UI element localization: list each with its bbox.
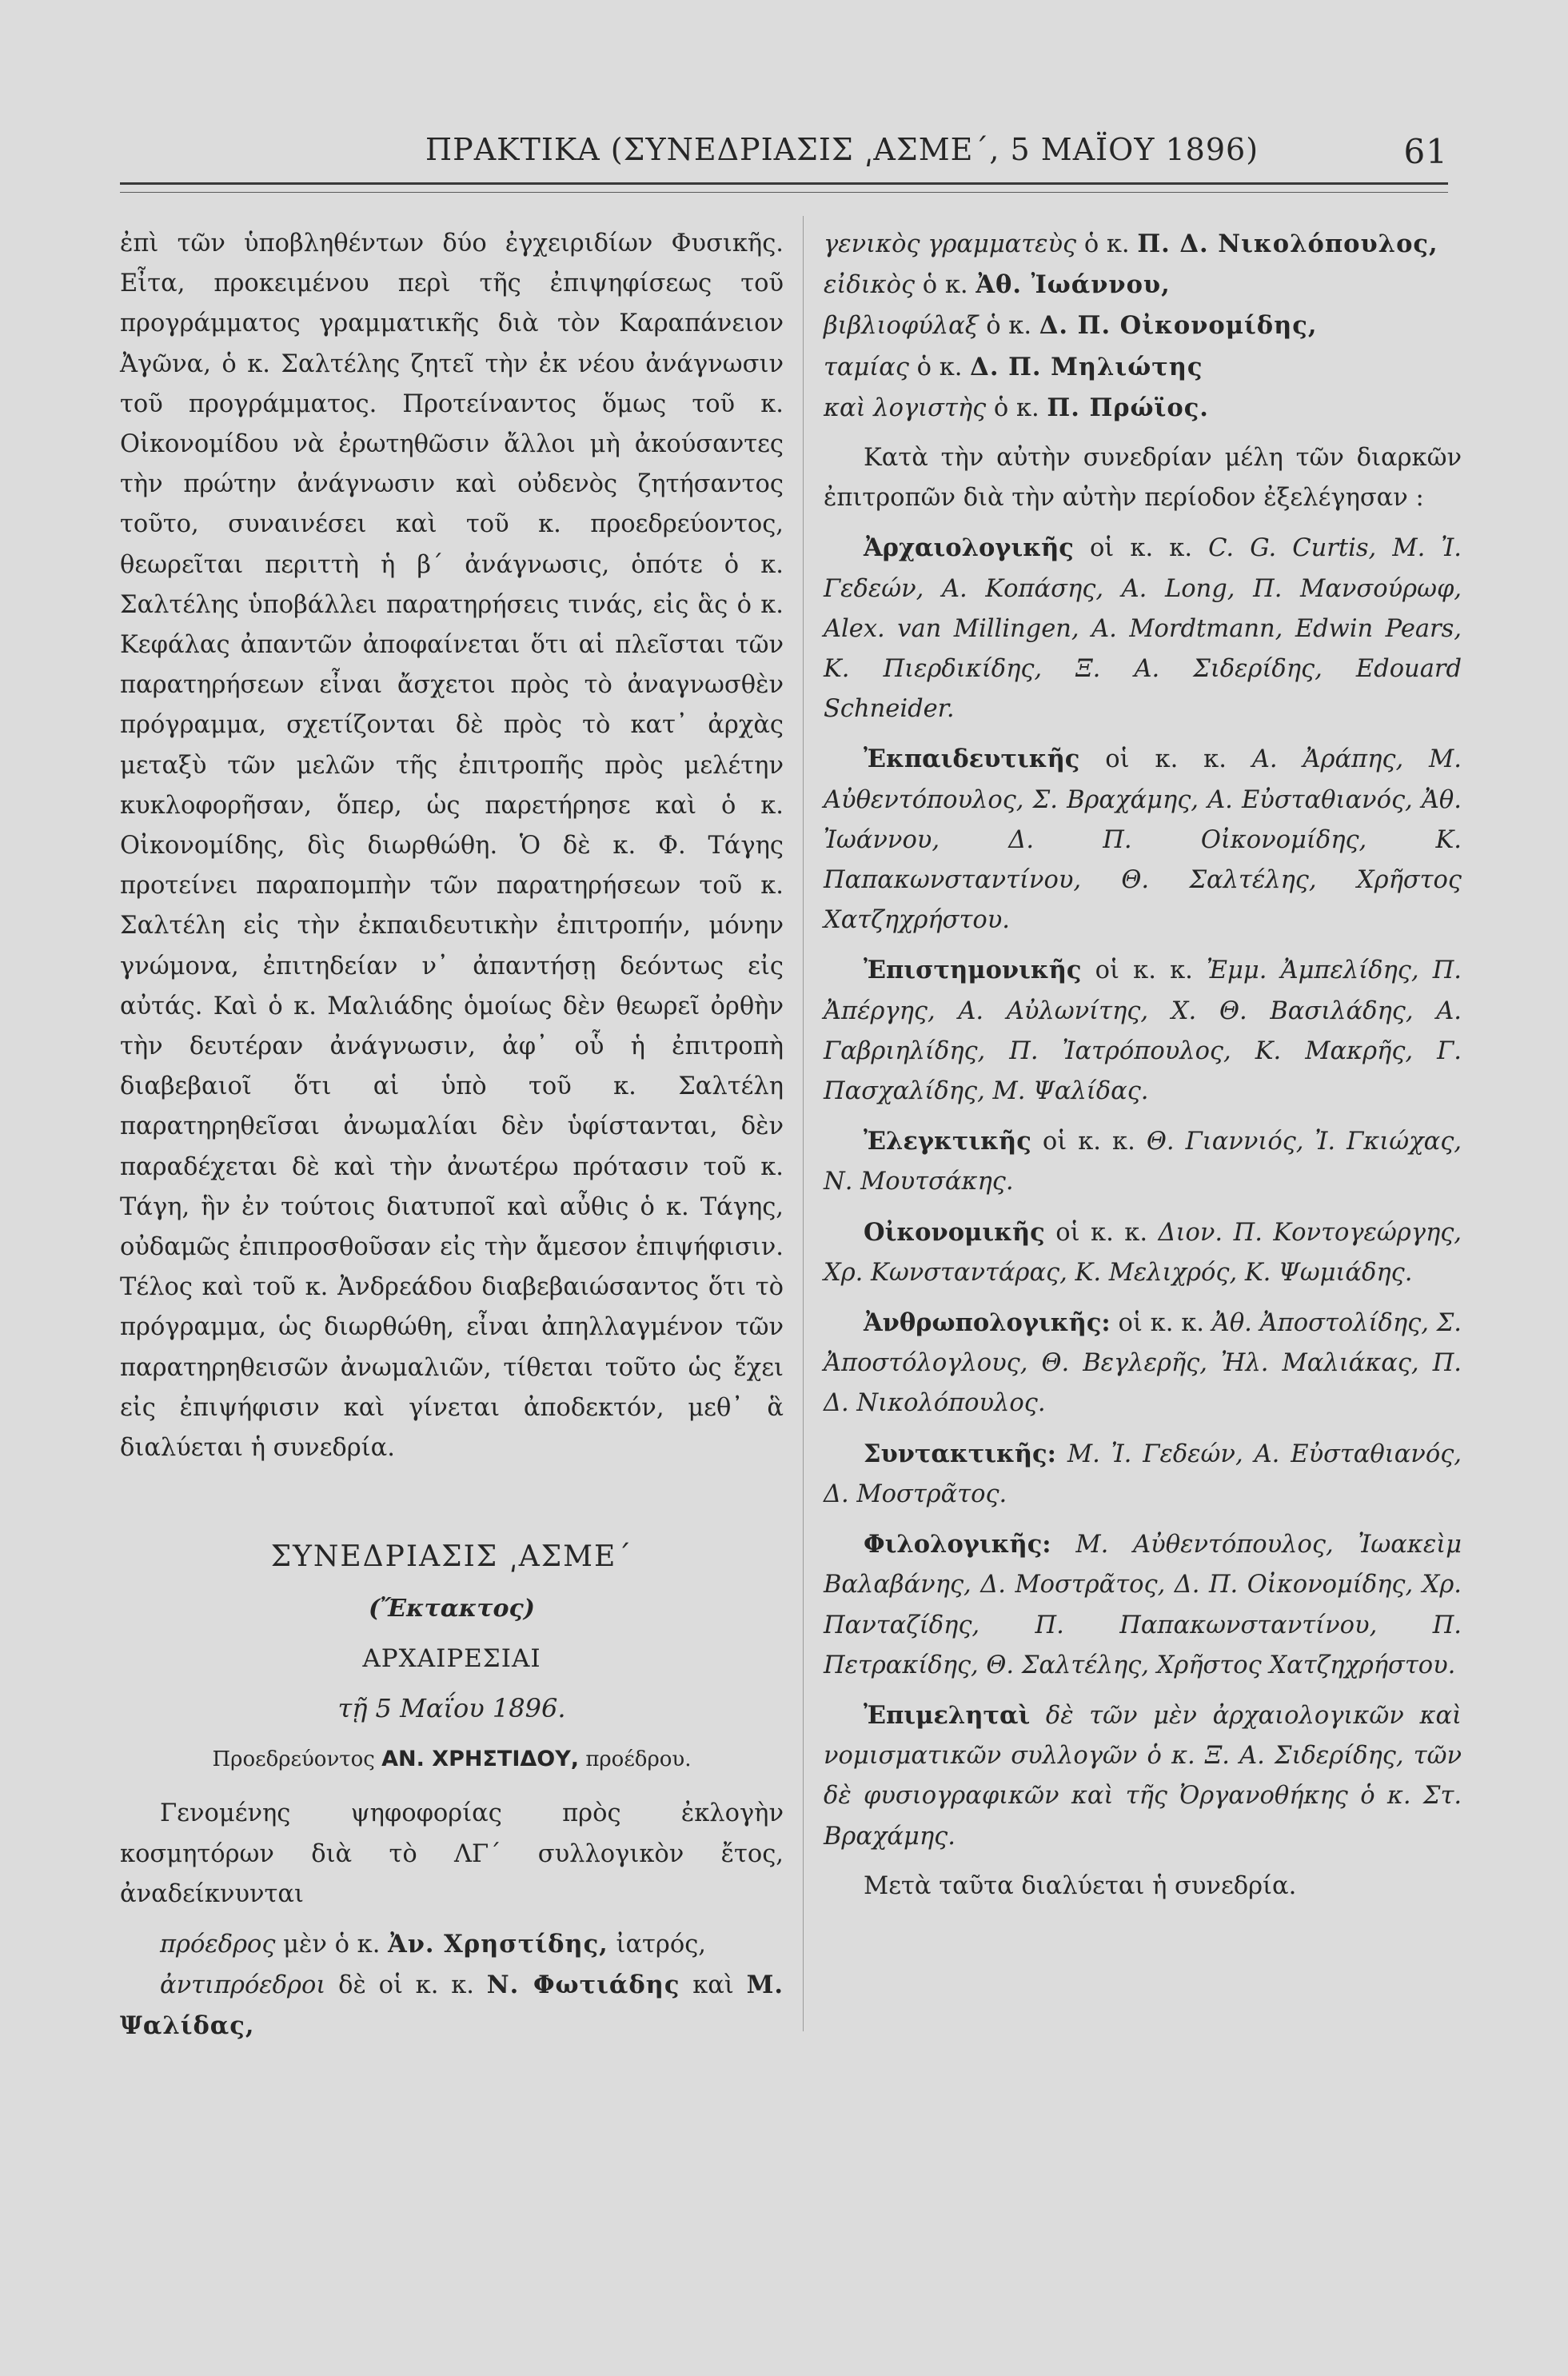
committee-members: Ἐμμ. Ἀμπελίδης, Π. Ἀπέργης, Α. Αὐλωνίτης, Χ. Θ. Βασιλάδης, Α. Γαβριηλίδης, Π. Ἰατρόπουλος, Κ. Μακρῆς, Γ. Πασχαλίδης, Μ. Ψαλίδας. xyxy=(824,956,1462,1106)
committee-name: Ἐλεγκτικῆς xyxy=(864,1127,1031,1156)
officer-name-2: Μ. Ψαλίδας, xyxy=(120,1971,784,2041)
committee-prefix: οἱ κ. κ. xyxy=(1118,1309,1204,1338)
officer-name: Π. Δ. Νικολόπουλος, xyxy=(1137,230,1438,258)
curators-text-1: δὲ τῶν μὲν ἀρχαιολογικῶν καὶ νομισματικῶν συλλογῶν ὁ κ. xyxy=(824,1701,1462,1771)
committee-name: Φιλολογικῆς: xyxy=(864,1530,1051,1559)
committee-prefix: οἱ κ. κ. xyxy=(1089,534,1193,563)
officer-vice-presidents xyxy=(120,1965,784,2047)
officer-name: Δ. Π. Οἰκονομίδης, xyxy=(1039,311,1318,341)
column-divider xyxy=(803,216,804,2031)
officer-name: Ν. Φωτιάδης xyxy=(486,1971,680,2000)
header-rule-thin xyxy=(120,192,1448,193)
officer-mid: ὁ κ. xyxy=(916,353,963,381)
officer-accountant xyxy=(824,388,1462,429)
running-head-title: ΠΡΑΚΤΙΚΑ (ΣΥΝΕΔΡΙΑΣΙΣ ͵ΑΣΜΕ΄, 5 ΜΑΪΟΥ 1896) xyxy=(425,132,1259,167)
committee-members: Θ. Γιαννιός, Ἰ. Γκιώχας, Ν. Μουτσάκης. xyxy=(824,1128,1462,1196)
committee-philological xyxy=(824,1524,1462,1686)
curators-label: Ἐπιμεληταὶ xyxy=(864,1700,1031,1730)
session-chair xyxy=(120,1739,784,1779)
officer-gen-secretary xyxy=(824,224,1462,265)
committee-prefix: οἱ κ. κ. xyxy=(1105,745,1227,774)
officer-mid: ὁ κ. xyxy=(986,312,1032,341)
committee-name: Ἐκπαιδευτικῆς xyxy=(864,745,1080,774)
officer-mid: ὁ κ. xyxy=(922,271,968,300)
officer-treasurer xyxy=(824,347,1462,388)
officer-after: ἰατρός, xyxy=(616,1930,706,1959)
officer-role: ἀντιπρόεδροι xyxy=(160,1971,326,2000)
session-title: ΣΥΝΕΔΡΙΑΣΙΣ ͵ΑΣΜΕ΄ xyxy=(270,1540,633,1574)
chair-suffix: προέδρου. xyxy=(585,1747,692,1772)
curators-name-2: Στ. Βραχάμης. xyxy=(824,1782,1462,1851)
committee-archaeological xyxy=(824,528,1462,729)
committee-name: Οἰκονομικῆς xyxy=(864,1217,1045,1247)
officer-mid: ὁ κ. xyxy=(1083,230,1130,258)
committee-prefix: οἱ κ. κ. xyxy=(1055,1218,1148,1247)
committee-name: Ἀνθρωπολογικῆς: xyxy=(864,1308,1111,1338)
committee-prefix: οἱ κ. κ. xyxy=(1042,1128,1135,1156)
chair-prefix: Προεδρεύοντος xyxy=(212,1747,375,1772)
committee-members: C. G. Curtis, Μ. Ἰ. Γεδεών, Α. Κοπάσης, Α. Long, Π. Μανσούρωφ, Alex. van Millingen, Α. Mordtmann, Edwin Pears, Κ. Πιερδικίδης, Ξ. Α. Σιδερίδης, Edouard Schneider. xyxy=(824,534,1462,724)
officer-librarian xyxy=(824,305,1462,346)
committee-scientific xyxy=(824,950,1462,1112)
officer-role: καὶ λογιστὴς xyxy=(824,393,987,422)
officer-mid: μὲν ὁ κ. xyxy=(283,1930,381,1959)
page-number: 61 xyxy=(1403,132,1448,171)
committee-prefix: οἱ κ. κ. xyxy=(1095,956,1193,985)
officer-name: Ἀθ. Ἰωάννου, xyxy=(976,270,1171,300)
officer-after-prefix: καὶ xyxy=(692,1971,734,2000)
committee-members: Μ. Αὐθεντόπουλος, Ἰωακεὶμ Βαλαβάνης, Δ. Μοστρᾶτος, Δ. Π. Οἰκονομίδης, Χρ. Πανταζίδης, Π. Παπακωνσταντίνου, Π. Πετρακίδης, Θ. Σαλτέλης, Χρῆστος Χατζηχρήστου. xyxy=(824,1531,1462,1679)
committee-members: Διον. Π. Κοντογεώργης, Χρ. Κωνσταντάρας, Κ. Μελιχρός, Κ. Ψωμιάδης. xyxy=(824,1218,1462,1287)
officer-role: ταμίας xyxy=(824,353,909,381)
officer-mid: δὲ οἱ κ. κ. xyxy=(338,1971,474,2000)
officer-name: Δ. Π. Μηλιώτης xyxy=(970,352,1203,381)
chair-name: ΑΝ. ΧΡΗΣΤΙΔΟΥ, xyxy=(381,1747,580,1772)
left-column xyxy=(120,224,784,2047)
officer-role: γενικὸς γραμματεὺς xyxy=(824,230,1077,258)
right-column xyxy=(824,224,1462,1907)
officer-name: Ἀν. Χρηστίδης, xyxy=(388,1929,608,1959)
officer-mid: ὁ κ. xyxy=(993,393,1039,422)
curators-paragraph xyxy=(824,1695,1462,1857)
committee-members: Ἀθ. Ἀποστολίδης, Σ. Ἀποστόλογλους, Θ. Βεγλερῆς, Ἠλ. Μαλιάκας, Π. Δ. Νικολόπουλος. xyxy=(824,1309,1462,1418)
officer-role: βιβλιοφύλαξ xyxy=(824,312,979,341)
curators-name-1: Ξ. Α. Σιδερίδης, xyxy=(1204,1742,1404,1771)
committee-members: Α. Ἀράπης, Μ. Αὐθεντόπουλος, Σ. Βραχάμης, Α. Εὐσταθιανός, Ἀθ. Ἰωάννου, Δ. Π. Οἰκονομίδης, Κ. Παπακωνσταντίνου, Θ. Σαλτέλης, Χρῆστος Χατζηχρήστου. xyxy=(824,745,1462,935)
committee-name: Ἀρχαιολογικῆς xyxy=(864,533,1074,563)
committee-members: Μ. Ἰ. Γεδεών, Α. Εὐσταθιανός, Δ. Μοστρᾶτος. xyxy=(824,1440,1462,1508)
minutes-paragraph: ἐπὶ τῶν ὑποβληθέντων δύο ἐγχειριδίων Φυσικῆς. Εἶτα, προκειμένου περὶ τῆς ἐπιψηφίσεως τοῦ προγράμματος γραμματικῆς διὰ τὸν Καραπάνειον Ἀγῶνα, ὁ κ. Σαλτέλης ζητεῖ τὴν ἐκ νέου ἀνάγνωσιν τοῦ προγράμματος. Προτείναντος ὅμως τοῦ κ. Οἰκονομίδου νὰ ἐρωτηθῶσιν ἄλλοι μὴ ἀκούσαντες τὴν πρώτην ἀνάγνωσιν καὶ οὐδενὸς ζητήσαντος τοῦτο, συναινέσει καὶ τοῦ κ. προεδρεύοντος, θεωρεῖται περιττὴ ἡ β΄ ἀνάγνωσις, ὁπότε ὁ κ. Σαλτέλης ὑποβάλλει παρατηρήσεις τινάς, εἰς ἃς ὁ κ. Κεφάλας ἀπαντῶν ἀποφαίνεται ὅτι αἱ πλεῖσται τῶν παρατηρήσεων εἶναι ἄσχετοι πρὸς τὸ ἀναγνωσθὲν πρόγραμμα, σχετίζονται δὲ πρὸς τὸ κατ᾽ ἀρχὰς μεταξὺ τῶν μελῶν τῆς ἐπιτροπῆς πρὸς μελέτην κυκλοφορῆσαν, ὅπερ, ὡς παρετήρησε καὶ ὁ κ. Οἰκονομίδης, δὶς διωρθώθη. Ὁ δὲ κ. Φ. Τάγης προτείνει παραπομπὴν τῶν παρατηρήσεων τοῦ κ. Σαλτέλη εἰς τὴν ἐκπαιδευτικὴν ἐπιτροπήν, μόνην γνώμονα, ἐπιτηδείαν ν᾽ ἀπαντήσῃ δεόντως εἰς αὐτάς. Καὶ ὁ κ. Μαλιάδης ὁμοίως δὲν θεωρεῖ ὀρθὴν τὴν δευτέραν ἀνάγνωσιν, ἀφ᾽ οὗ ἡ ἐπιτροπὴ διαβεβαιοῖ ὅτι αἱ ὑπὸ τοῦ κ. Σαλτέλη παρατηρηθεῖσαι ἀνωμαλίαι δὲν ὑφίστανται, δὲν παραδέχεται δὲ καὶ τὴν ἀνωτέρω πρότασιν τοῦ κ. Τάγη, ἣν ἐν τούτοις διατυποῖ καὶ αὖθις ὁ κ. Τάγης, οὐδαμῶς ἐπιπροσθοῦσαν εἰς τὴν ἄμεσον ἐπιψήφισιν. Τέλος καὶ τοῦ κ. Ἀνδρεάδου διαβεβαιώσαντος ὅτι τὸ πρόγραμμα, ὡς διωρθώθη, εἶναι ἀπηλλαγμένον τῶν παρατηρηθεισῶν ἀνωμαλιῶν, τίθεται τοῦτο ὡς ἔχει εἰς ἐπιψήφισιν καὶ γίνεται ἀποδεκτόν, μεθ᾽ ἃ διαλύεται ἡ συνεδρία. xyxy=(120,230,784,1463)
vote-paragraph: Γενομένης ψηφοφορίας πρὸς ἐκλογὴν κοσμητόρων διὰ τὸ ΛΓ΄ συλλογικὸν ἔτος, ἀναδείκνυνται xyxy=(120,1799,784,1908)
session-date: τῇ 5 Μαΐου 1896. xyxy=(337,1692,566,1723)
committee-editorial xyxy=(824,1434,1462,1515)
committee-financial xyxy=(824,1212,1462,1293)
officer-name: Π. Πρώϊος. xyxy=(1047,393,1209,422)
session-heading: ΑΡΧΑΙΡΕΣΙΑΙ xyxy=(362,1643,541,1673)
officer-role: εἰδικὸς xyxy=(824,271,916,300)
committee-audit xyxy=(824,1121,1462,1202)
closing-line: Μετὰ ταῦτα διαλύεται ἡ συνεδρία. xyxy=(864,1871,1297,1900)
running-head xyxy=(186,132,1448,172)
officer-role: πρόεδρος xyxy=(160,1930,276,1959)
officer-president xyxy=(120,1924,784,1965)
committee-name: Συντακτικῆς: xyxy=(864,1439,1056,1468)
committee-anthropological xyxy=(824,1303,1462,1424)
committee-name: Ἐπιστημονικῆς xyxy=(864,956,1082,985)
committees-intro: Κατὰ τὴν αὐτὴν συνεδρίαν μέλη τῶν διαρκῶν ἐπιτροπῶν διὰ τὴν αὐτὴν περίοδον ἐξελέγησαν : xyxy=(824,444,1462,513)
committee-educational xyxy=(824,739,1462,940)
officer-special-secretary xyxy=(824,265,1462,305)
curators-text-2: τῶν δὲ φυσιογραφικῶν καὶ τῆς Ὀργανοθήκης ὁ κ. xyxy=(824,1742,1462,1811)
header-rule-thick xyxy=(120,182,1448,185)
session-subtitle: (Ἔκτακτος) xyxy=(369,1594,535,1623)
